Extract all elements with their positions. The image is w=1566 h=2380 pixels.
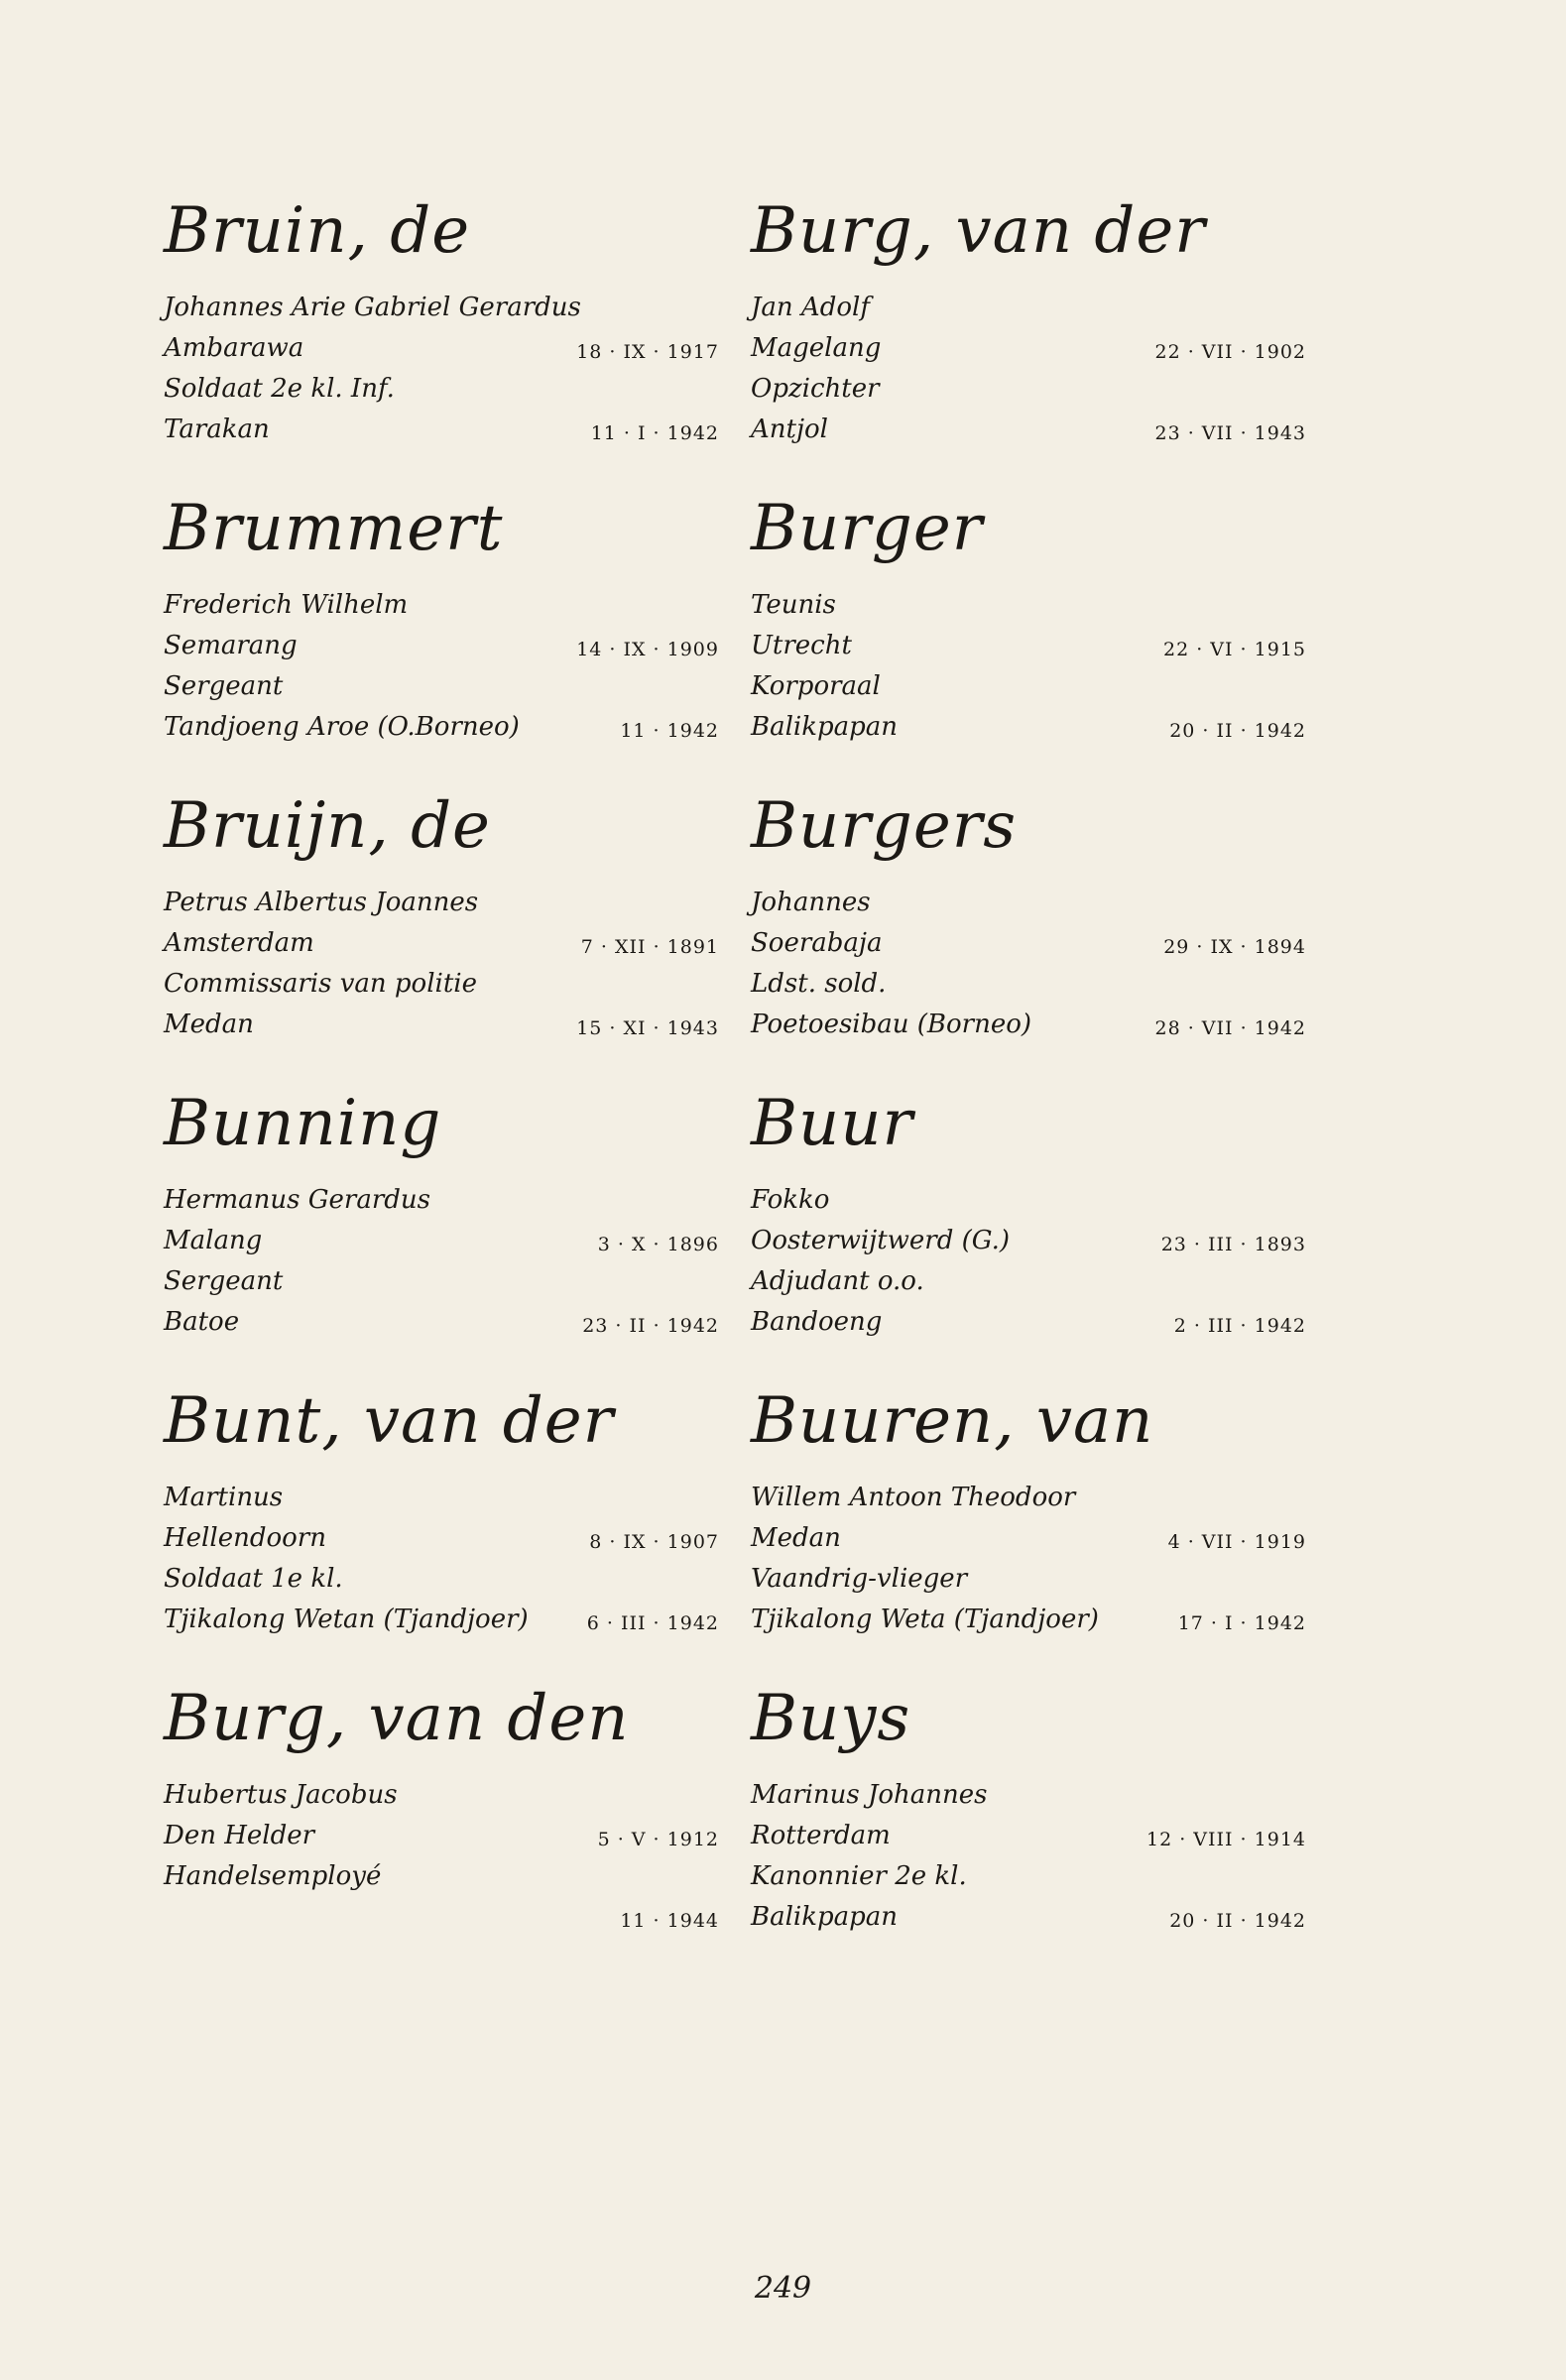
birthdate: 3 · X · 1896 bbox=[597, 1234, 719, 1255]
rank: Handelsemployé bbox=[164, 1861, 382, 1891]
birthplace: Magelang bbox=[751, 333, 882, 363]
birth-line bbox=[164, 1221, 719, 1261]
death-line bbox=[164, 707, 719, 748]
left-column bbox=[164, 193, 719, 1978]
death-line bbox=[751, 1897, 1306, 1938]
birth-line bbox=[164, 626, 719, 666]
birthdate: 5 · V · 1912 bbox=[597, 1829, 719, 1850]
rank: Korporaal bbox=[751, 671, 881, 701]
given-names: Jan Adolf bbox=[751, 293, 870, 322]
surname: Buur bbox=[751, 1087, 914, 1160]
death-line bbox=[751, 707, 1306, 748]
entry-bunt-van-der bbox=[164, 1383, 719, 1681]
death-date: 2 · III · 1942 bbox=[1173, 1315, 1306, 1337]
death-date: 20 · II · 1942 bbox=[1169, 1910, 1306, 1932]
rank: Adjudant o.o. bbox=[751, 1266, 924, 1296]
surname: Buuren, van bbox=[751, 1384, 1154, 1458]
given-names: Marinus Johannes bbox=[751, 1780, 988, 1810]
surname: Burg, van der bbox=[751, 194, 1206, 268]
rank: Commissaris van politie bbox=[164, 969, 477, 999]
birthdate: 18 · IX · 1917 bbox=[576, 341, 719, 363]
given-names: Petrus Albertus Joannes bbox=[164, 888, 479, 917]
death-line bbox=[164, 1302, 719, 1343]
surname: Burg, van den bbox=[164, 1682, 630, 1755]
birthplace: Soerabaja bbox=[751, 928, 883, 958]
entry-bunning bbox=[164, 1086, 719, 1383]
birth-line bbox=[751, 1221, 1306, 1261]
birthplace: Medan bbox=[751, 1523, 841, 1553]
entry-buys bbox=[751, 1681, 1306, 1978]
death-line bbox=[751, 1302, 1306, 1343]
rank: Soldaat 2e kl. Inf. bbox=[164, 374, 395, 404]
birthdate: 12 · VIII · 1914 bbox=[1145, 1829, 1306, 1850]
surname: Bruin, de bbox=[164, 194, 471, 268]
death-line bbox=[164, 1005, 719, 1045]
rank: Ldst. sold. bbox=[751, 969, 887, 999]
death-date: 11 · 1942 bbox=[620, 720, 719, 742]
entry-burger bbox=[751, 491, 1306, 788]
death-place: Tjikalong Weta (Tjandjoer) bbox=[751, 1605, 1099, 1634]
birthdate: 4 · VII · 1919 bbox=[1167, 1531, 1306, 1553]
surname: Burgers bbox=[751, 789, 1018, 863]
entry-bruin-de bbox=[164, 193, 719, 491]
given-names: Fokko bbox=[751, 1185, 830, 1215]
birthplace: Hellendoorn bbox=[164, 1523, 326, 1553]
death-date: 11 · 1944 bbox=[620, 1910, 719, 1932]
death-line bbox=[164, 1600, 719, 1640]
given-names: Willem Antoon Theodoor bbox=[751, 1483, 1076, 1512]
entry-burgers bbox=[751, 788, 1306, 1086]
entry-burg-van-der bbox=[751, 193, 1306, 491]
given-names: Frederich Wilhelm bbox=[164, 590, 409, 620]
rank: Sergeant bbox=[164, 1266, 284, 1296]
birthplace: Semarang bbox=[164, 631, 298, 660]
birthdate: 8 · IX · 1907 bbox=[589, 1531, 719, 1553]
birthdate: 22 · VII · 1902 bbox=[1154, 341, 1306, 363]
surname: Bunning bbox=[164, 1087, 442, 1160]
birth-line bbox=[751, 1816, 1306, 1856]
birthplace: Rotterdam bbox=[751, 1821, 891, 1850]
death-line bbox=[751, 1600, 1306, 1640]
death-line bbox=[751, 1005, 1306, 1045]
birthplace: Den Helder bbox=[164, 1821, 315, 1850]
death-place: Bandoeng bbox=[751, 1307, 883, 1337]
surname: Buys bbox=[751, 1682, 911, 1755]
entry-brummert bbox=[164, 491, 719, 788]
birthdate: 7 · XII · 1891 bbox=[580, 936, 719, 958]
birthplace: Ambarawa bbox=[164, 333, 304, 363]
rank: Soldaat 1e kl. bbox=[164, 1564, 343, 1594]
birthplace: Amsterdam bbox=[164, 928, 314, 958]
birth-line bbox=[751, 328, 1306, 369]
death-date: 15 · XI · 1943 bbox=[576, 1017, 719, 1039]
death-place: Batoe bbox=[164, 1307, 240, 1337]
rank: Kanonnier 2e kl. bbox=[751, 1861, 967, 1891]
birth-line bbox=[751, 1518, 1306, 1559]
entry-burg-van-den bbox=[164, 1681, 719, 1978]
given-names: Teunis bbox=[751, 590, 836, 620]
surname: Burger bbox=[751, 492, 984, 565]
right-column bbox=[751, 193, 1306, 1978]
entry-bruijn-de bbox=[164, 788, 719, 1086]
birth-line bbox=[164, 1518, 719, 1559]
death-line bbox=[751, 410, 1306, 450]
birthdate: 14 · IX · 1909 bbox=[576, 639, 719, 660]
surname: Bruijn, de bbox=[164, 789, 491, 863]
death-date: 17 · I · 1942 bbox=[1177, 1612, 1306, 1634]
surname: Bunt, van der bbox=[164, 1384, 615, 1458]
death-date: 23 · VII · 1943 bbox=[1154, 422, 1306, 444]
death-place: Poetoesibau (Borneo) bbox=[751, 1010, 1032, 1039]
death-place: Medan bbox=[164, 1010, 254, 1039]
birthdate: 23 · III · 1893 bbox=[1160, 1234, 1306, 1255]
death-date: 20 · II · 1942 bbox=[1169, 720, 1306, 742]
rank: Opzichter bbox=[751, 374, 880, 404]
death-place: Balikpapan bbox=[751, 1902, 899, 1932]
birthplace: Utrecht bbox=[751, 631, 852, 660]
birth-line bbox=[751, 923, 1306, 964]
birth-line bbox=[164, 1816, 719, 1856]
entry-buur bbox=[751, 1086, 1306, 1383]
rank: Sergeant bbox=[164, 671, 284, 701]
rank: Vaandrig-vlieger bbox=[751, 1564, 968, 1594]
birth-line bbox=[164, 923, 719, 964]
entry-buuren-van bbox=[751, 1383, 1306, 1681]
death-place: Tjikalong Wetan (Tjandjoer) bbox=[164, 1605, 529, 1634]
given-names: Martinus bbox=[164, 1483, 284, 1512]
birthplace: Oosterwijtwerd (G.) bbox=[751, 1226, 1011, 1255]
death-line bbox=[164, 410, 719, 450]
page-number: 249 bbox=[754, 2271, 812, 2306]
death-place: Tarakan bbox=[164, 415, 270, 444]
death-place: Balikpapan bbox=[751, 712, 899, 742]
birthdate: 29 · IX · 1894 bbox=[1163, 936, 1306, 958]
birthdate: 22 · VI · 1915 bbox=[1163, 639, 1306, 660]
death-date: 23 · II · 1942 bbox=[582, 1315, 719, 1337]
death-place: Antjol bbox=[751, 415, 828, 444]
birth-line bbox=[164, 328, 719, 369]
given-names: Hubertus Jacobus bbox=[164, 1780, 398, 1810]
death-date: 6 · III · 1942 bbox=[586, 1612, 719, 1634]
death-date: 11 · I · 1942 bbox=[590, 422, 719, 444]
birth-line bbox=[751, 626, 1306, 666]
birthplace: Malang bbox=[164, 1226, 263, 1255]
given-names: Johannes bbox=[751, 888, 871, 917]
given-names: Johannes Arie Gabriel Gerardus bbox=[164, 293, 581, 322]
death-date: 28 · VII · 1942 bbox=[1154, 1017, 1306, 1039]
death-place: Tandjoeng Aroe (O.Borneo) bbox=[164, 712, 520, 742]
surname: Brummert bbox=[164, 492, 504, 565]
death-line bbox=[164, 1897, 719, 1938]
given-names: Hermanus Gerardus bbox=[164, 1185, 430, 1215]
